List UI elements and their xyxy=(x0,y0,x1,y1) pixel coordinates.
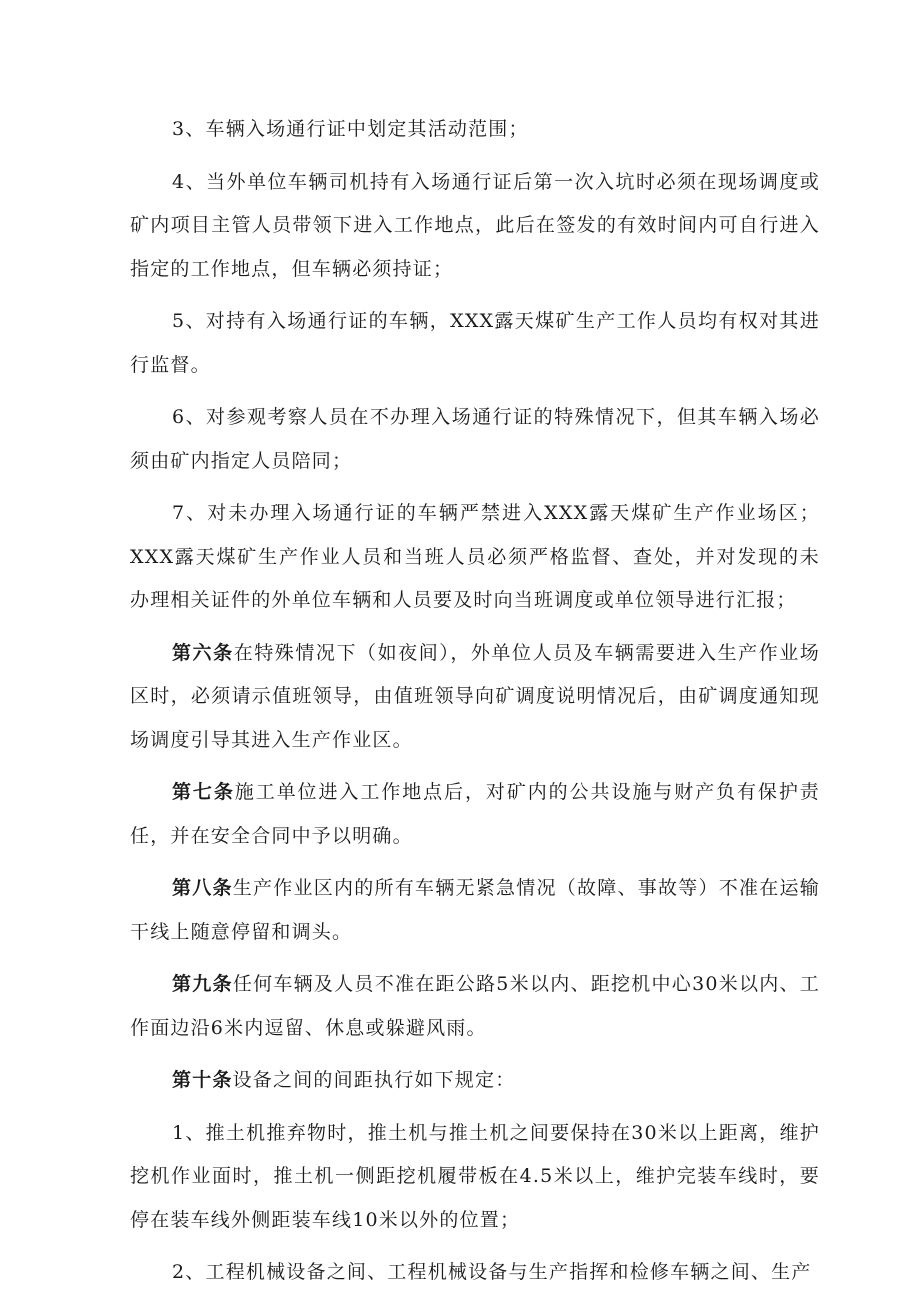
paragraph-text: 在特殊情况下（如夜间），外单位人员及车辆需要进入生产作业场区时，必须请示值班领导，由值班领导向矿调度说明情况后，由矿调度通知现场调度引导其进入生产作业区。 xyxy=(130,641,820,751)
paragraph-text: 1、推土机推弃物时，推土机与推土机之间要保持在30米以上距离，维护挖机作业面时，推土机一侧距挖机履带板在4.5米以上，维护完装车线时，要停在装车线外侧距装车线10米以外的位置； xyxy=(130,1121,820,1231)
document-body xyxy=(130,108,820,1295)
article-7 xyxy=(130,771,820,858)
list-item-6 xyxy=(130,396,820,483)
paragraph-text: 3、车辆入场通行证中划定其活动范围； xyxy=(172,118,529,140)
article-heading: 第十条 xyxy=(172,1069,233,1091)
list-item-5 xyxy=(130,300,820,387)
list-item-7 xyxy=(130,492,820,623)
paragraph-text: 5、对持有入场通行证的车辆，XXX露天煤矿生产工作人员均有权对其进行监督。 xyxy=(130,310,820,376)
article-9 xyxy=(130,963,820,1050)
list-item-3 xyxy=(130,108,820,152)
spacing-rule-2 xyxy=(130,1251,820,1295)
article-6 xyxy=(130,632,820,763)
paragraph-text: 生产作业区内的所有车辆无紧急情况（故障、事故等）不准在运输干线上随意停留和调头。 xyxy=(130,877,820,943)
article-8 xyxy=(130,867,820,954)
paragraph-text: 2、工程机械设备之间、工程机械设备与生产指挥和检修车辆之间、生产 xyxy=(172,1261,812,1283)
list-item-4 xyxy=(130,161,820,292)
paragraph-text: 设备之间的间距执行如下规定： xyxy=(232,1069,516,1091)
paragraph-text: 任何车辆及人员不准在距公路5米以内、距挖机中心30米以内、工作面边沿6米内逗留、休息或躲避风雨。 xyxy=(130,973,820,1039)
article-10 xyxy=(130,1059,820,1103)
paragraph-text: 4、当外单位车辆司机持有入场通行证后第一次入坑时必须在现场调度或矿内项目主管人员带领下进入工作地点，此后在签发的有效时间内可自行进入指定的工作地点，但车辆必须持证； xyxy=(130,170,820,280)
paragraph-text: 7、对未办理入场通行证的车辆严禁进入XXX露天煤矿生产作业场区；XXX露天煤矿生产作业人员和当班人员必须严格监督、查处，并对发现的未办理相关证件的外单位车辆和人员要及时向当班调度或单位领导进行汇报； xyxy=(130,502,820,611)
paragraph-text: 6、对参观考察人员在不办理入场通行证的特殊情况下，但其车辆入场必须由矿内指定人员陪同； xyxy=(130,406,820,472)
article-heading: 第九条 xyxy=(172,973,233,995)
article-heading: 第六条 xyxy=(172,641,234,664)
spacing-rule-1 xyxy=(130,1112,820,1243)
article-heading: 第八条 xyxy=(172,877,233,899)
paragraph-text: 施工单位进入工作地点后，对矿内的公共设施与财产负有保护责任，并在安全合同中予以明确。 xyxy=(130,781,820,847)
article-heading: 第七条 xyxy=(172,781,235,803)
